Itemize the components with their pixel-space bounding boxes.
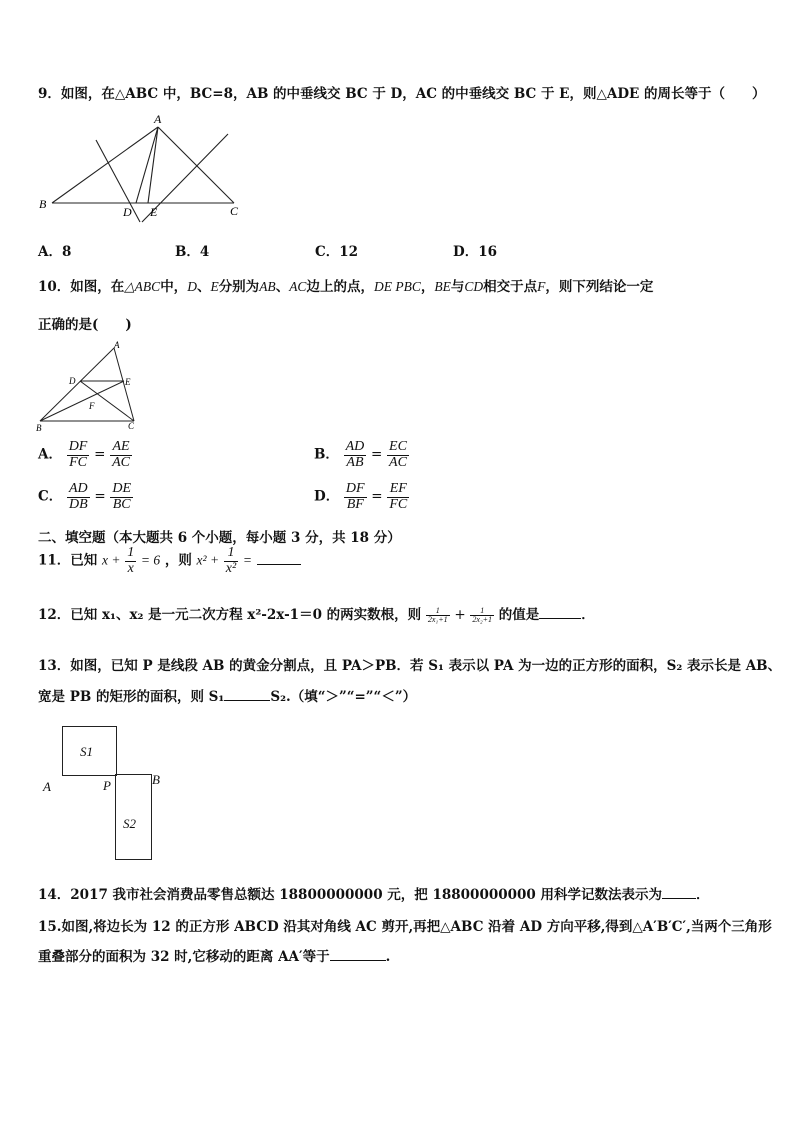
q9-segment-ab [52,127,158,203]
q10-option-d-letter: D． [314,488,340,505]
q10-option-d-den2: FC [389,496,408,512]
q9-option-c: C．12 [315,244,359,260]
q10-segment-cd: CD [464,279,484,294]
q13-line1: 13．如图，已知 P 是线段 AB 的黄金分割点，且 PA＞PB．若 S₁ 表示以 PA 为一边的正方形的面积，S₂ 表示长是 AB、 [38,658,782,674]
q10-text-3: 边上的点， [306,279,374,295]
q10-segment-be-line [40,381,124,421]
q10-point-e: E [210,279,219,294]
q14-end: ． [696,887,710,903]
q11-frac2-den: x² [225,560,237,576]
q9-segment-ae [148,127,158,203]
q10-option-a-den2: AC [112,454,130,470]
q11-mid: ，则 [164,552,192,569]
q10-comma: ， [420,279,435,295]
q10-text-end: ，则下列结论一定 [545,279,654,295]
q13-label-a: A [43,779,51,794]
q10-option-a-den1: FC [69,454,87,470]
q12-frac1-num: 1 [426,607,450,616]
q9-label-e: E [150,205,158,219]
q12-answer-blank[interactable] [539,617,581,619]
q10-option-c [38,482,133,512]
q12-frac2-num: 1 [470,607,494,616]
q10-option-d-den1: BF [346,496,364,512]
q10-option-c-eq: = [94,488,106,505]
q11-eq6: = 6 [140,552,161,568]
q11-x2: x² + [196,552,220,568]
q10-option-a-eq: = [94,446,106,463]
q10-segment-be: BE [434,279,451,294]
q10-option-b-eq: = [371,446,383,463]
q12-frac1-den: 2x₁+1 [427,615,448,624]
q12-frac2-den: 2x₂+1 [472,615,493,624]
q15-line2 [38,945,390,965]
q10-option-a-letter: A． [38,446,62,463]
q10-segment-ab-line [40,348,114,421]
q13-label-p: P [103,778,111,793]
q10-stem [38,275,653,295]
q9-label-c: C [230,204,239,218]
q9-label-d: D [123,205,132,219]
q10-option-b [314,440,409,470]
q10-option-c-den2: BC [112,496,131,512]
q11-frac1-den: x [127,560,134,576]
q10-label-d: D [69,376,76,386]
q10-sep-2: 、 [275,279,290,295]
q12-end: ． [581,607,595,623]
q10-option-d-num1: DF [345,481,365,496]
section-fill-in-heading: 二、填空题（本大题共 6 个小题，每小题 3 分，共 18 分） [38,530,401,546]
q13-line2-a: 宽是 PB 的矩形的面积，则 S₁ [38,689,225,705]
q9-label-a: A [154,112,162,126]
q9-option-a: A．8 [38,244,72,260]
q9-option-b: B．4 [175,244,210,260]
q11-frac1-num: 1 [127,545,135,560]
q15-end: . [385,949,391,965]
q10-text-4: 与 [450,279,465,295]
q9-option-d: D．16 [453,244,497,260]
q10-option-c-num2: DE [112,481,132,496]
q12-suffix: 的值是 [498,607,540,623]
q10-option-b-den2: AC [389,454,407,470]
q13-label-b: B [152,772,160,787]
q10-option-d [314,482,409,512]
q14 [38,883,710,903]
q11-eq: = [242,552,253,568]
q10-text-2: 分别为 [218,279,260,295]
q10-text-1: 中， [160,279,188,295]
q10-side-ac: AC [289,279,307,294]
q14-text: 14．2017 我市社会消费品零售总额达 18800000000 元，把 18800000000 用科学记数法表示为 [38,887,663,903]
q10-point-d: D [187,279,197,294]
q9-perp-bisector-ab [96,140,140,222]
q15-answer-blank[interactable] [330,959,386,961]
q10-option-a-num2: AE [110,440,132,456]
q13-line2 [38,685,416,705]
q10-label-a: A [114,341,120,350]
q11-x: x + [102,552,121,568]
q13-answer-blank[interactable] [224,699,270,701]
q10-option-d-eq: = [371,488,383,505]
q11-prefix: 11．已知 [38,552,98,569]
q12 [38,603,595,624]
q10-option-a [38,440,132,470]
q10-sep: 、 [196,279,211,295]
q10-label-e: E [125,377,131,387]
q10-point-f: F [537,279,546,294]
q10-label-f: F [89,401,95,411]
q12-prefix: 12．已知 x₁、x₂ 是一元二次方程 x²-2x-1＝0 的两实数根，则 [38,607,422,623]
q13-line2-b: S₂.（填“＞”“=”“＜”） [270,689,417,705]
q10-figure [36,341,146,433]
q10-stem-line2: 正确的是( ) [38,317,132,333]
q10-option-d-num2: EF [387,482,409,498]
q10-triangle: △ABC [124,279,161,294]
q13-label-s1: S1 [80,744,93,759]
q10-option-c-letter: C． [38,488,63,505]
q10-label-b: B [36,423,42,433]
q10-side-ab: AB [259,279,276,294]
q9-label-b: B [39,197,47,211]
q11-answer-blank[interactable] [257,563,301,565]
q12-plus: + [454,607,466,623]
q10-option-a-num1: DF [68,439,88,454]
q10-option-b-num1: AD [345,439,365,454]
q10-option-c-den1: DB [68,496,88,512]
q10-text-5: 相交于点 [483,279,538,295]
q10-option-c-num1: AD [68,481,88,496]
q15-line1: 15.如图,将边长为 12 的正方形 ABCD 沿其对角线 AC 剪开,再把△ABC 沿着 AD 方向平移,得到△A′B′C′,当两个三角形 [38,919,772,935]
q10-label-c: C [128,421,135,431]
q10-parallel: DE PBC [373,279,421,294]
q9-segment-ac [158,127,234,203]
q11-frac2-num: 1 [224,546,238,562]
q14-answer-blank[interactable] [662,897,696,899]
q9-stem: 9．如图，在△ABC 中，BC=8，AB 的中垂线交 BC 于 D，AC 的中垂线交 BC 于 E，则△ADE 的周长等于（ ） [38,86,766,102]
q9-figure [36,112,246,224]
q10-option-b-den1: AB [346,454,364,470]
q9-segment-ad [136,127,158,203]
q15-line2-text: 重叠部分的面积为 32 时,它移动的距离 AA′等于 [38,949,330,965]
q10-option-b-num2: EC [389,439,407,454]
q10-option-b-letter: B． [314,446,339,463]
q11 [38,546,301,576]
q10-stem-prefix: 10．如图，在 [38,279,125,295]
q13-label-s2: S2 [123,816,136,831]
